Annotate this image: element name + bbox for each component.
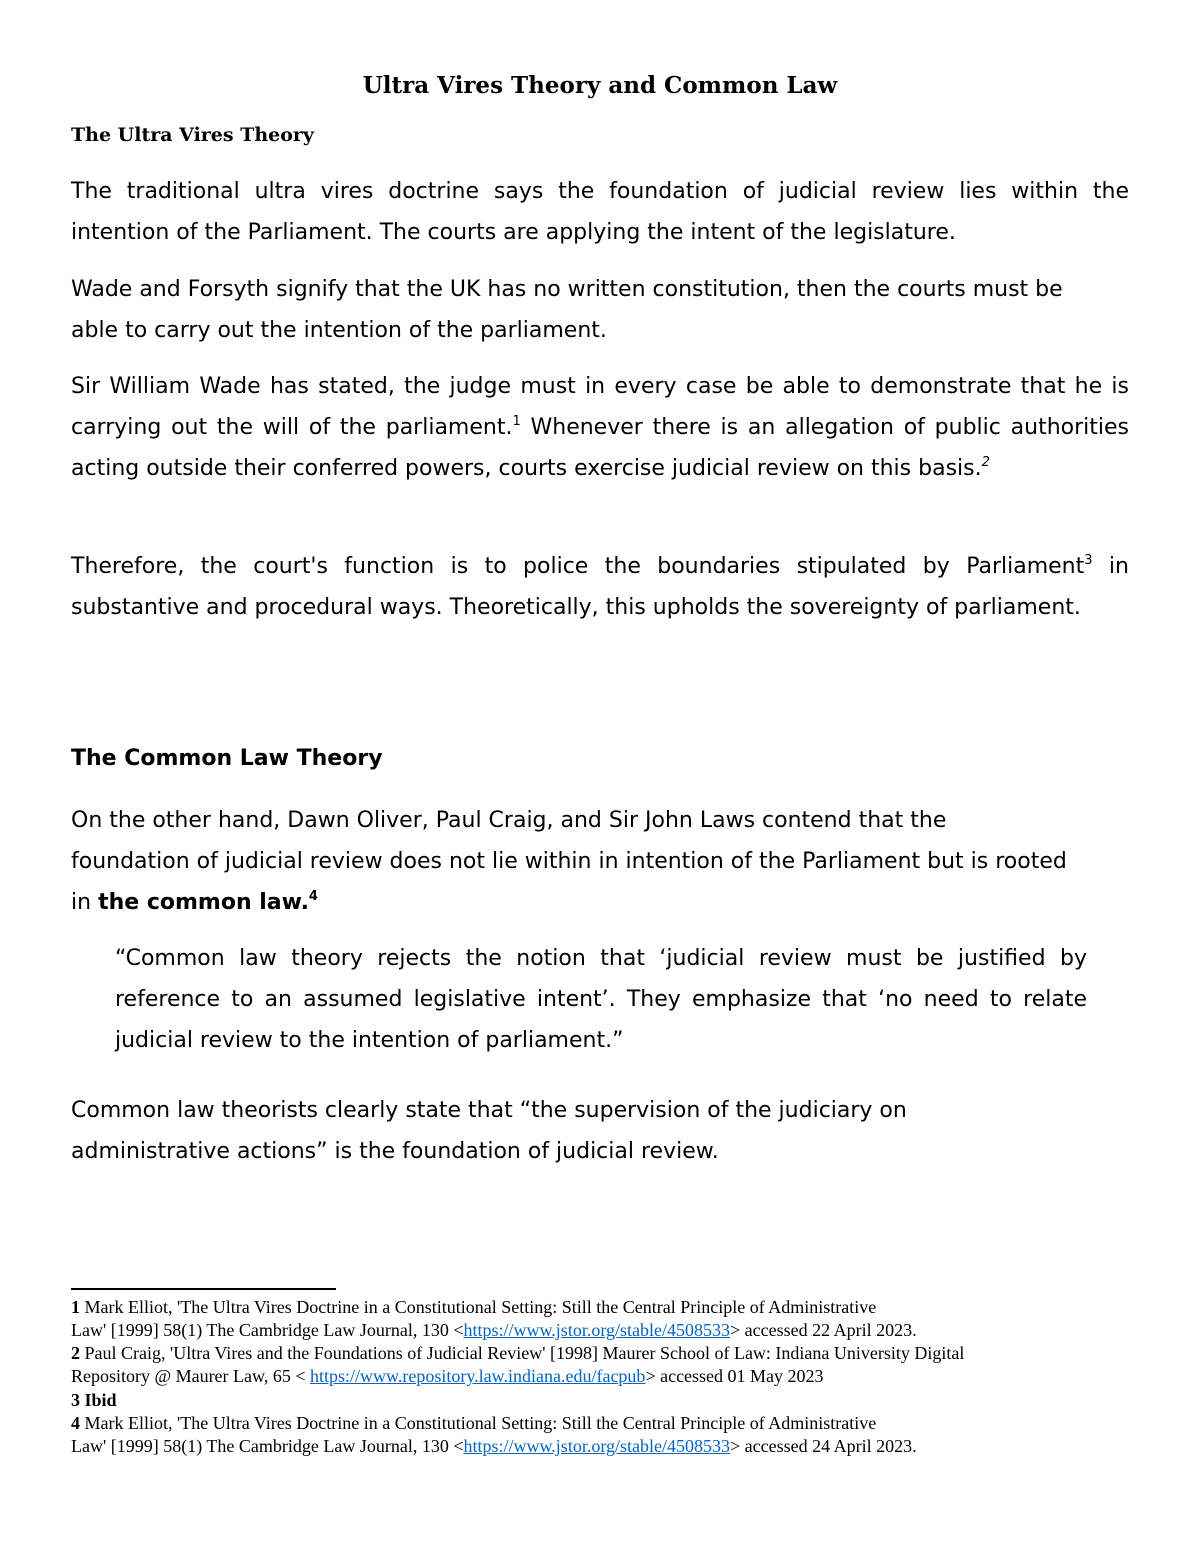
footnote-ref-4[interactable]: 4: [308, 889, 318, 904]
paragraph-common-law-theorists: Common law theorists clearly state that “the supervision of the judiciary on administrative actions” is the foundation of judicial review.: [71, 1098, 907, 1164]
footnote-2: [71, 1342, 1161, 1388]
footnote-text: Ibid: [80, 1390, 117, 1410]
footnote-number: 3: [71, 1390, 80, 1410]
paragraph-wade-forsyth: Wade and Forsyth signify that the UK has no written constitution, then the courts must be able to carry out the intention of the parliament.: [71, 277, 1063, 343]
paragraph-text: Therefore, the court's function is to police the boundaries stipulated by Parliament: [71, 554, 1085, 579]
footnote-text: Law' [1999] 58(1) The Cambridge Law Journal, 130 <: [71, 1436, 464, 1456]
block-quote: “Common law theory rejects the notion that ‘judicial review must be justified by reference to an assumed legislative intent’. They emphasize that ‘no need to relate judicial review to the intention of parliament.”: [115, 946, 1087, 1053]
bold-text-common-law: the common law.: [98, 890, 309, 915]
paragraph-text: in substantive and procedural ways. Theoretically, this upholds the sovereignty of parliament.: [71, 554, 1129, 620]
paragraph-ultra-vires-intro: The traditional ultra vires doctrine says the foundation of judicial review lies within the intention of the Parliament. The courts are applying the intent of the legislature.: [71, 179, 1129, 245]
footnote-number: 4: [71, 1413, 80, 1433]
footnote-ref-3[interactable]: 3: [1084, 553, 1093, 568]
footnote-text: > accessed 22 April 2023.: [729, 1320, 917, 1340]
footnote-link[interactable]: https://www.repository.law.indiana.edu/facpub: [310, 1366, 646, 1386]
footnote-separator: [71, 1288, 336, 1290]
footnote-4: [71, 1412, 1161, 1458]
footnote-link[interactable]: https://www.jstor.org/stable/4508533: [463, 1320, 730, 1340]
paragraph-text: Whenever there is an allegation of public authorities acting outside their conferred powers, courts exercise judicial review on this basis.: [71, 415, 1129, 481]
paragraph-text: Sir William Wade has stated, the judge must in every case be able to demonstrate that he is carrying out the will of the parliament.: [71, 374, 1129, 440]
footnote-number: 1: [71, 1297, 80, 1317]
paragraph-text: On the other hand, Dawn Oliver, Paul Craig, and Sir John Laws contend that the foundation of judicial review does not lie within in intention of the Parliament but is rooted in: [71, 808, 1067, 915]
footnote-text: Repository @ Maurer Law, 65 <: [71, 1366, 311, 1386]
footnote-ref-2[interactable]: 2: [981, 455, 990, 470]
section-heading-common-law: The Common Law Theory: [71, 746, 383, 771]
footnote-text: Mark Elliot, 'The Ultra Vires Doctrine in a Constitutional Setting: Still the Central Principle of Administrative: [80, 1413, 877, 1433]
paragraph-sir-william-wade: [71, 366, 1129, 489]
paragraph-common-law-intro: [71, 800, 1071, 923]
footnote-text: > accessed 24 April 2023.: [729, 1436, 917, 1456]
section-heading-ultra-vires: The Ultra Vires Theory: [71, 124, 314, 146]
document-title: Ultra Vires Theory and Common Law: [362, 72, 838, 99]
footnote-text: Law' [1999] 58(1) The Cambridge Law Journal, 130 <: [71, 1320, 464, 1340]
footnote-text: > accessed 01 May 2023: [645, 1366, 824, 1386]
footnote-link[interactable]: https://www.jstor.org/stable/4508533: [463, 1436, 730, 1456]
footnote-text: Mark Elliot, 'The Ultra Vires Doctrine in a Constitutional Setting: Still the Central Principle of Administrative: [80, 1297, 877, 1317]
footnote-1: [71, 1296, 1161, 1342]
footnote-text: Paul Craig, 'Ultra Vires and the Foundations of Judicial Review' [1998] Maurer School of Law: Indiana University Digital: [80, 1343, 965, 1363]
footnote-3: [71, 1389, 1161, 1412]
paragraph-court-function: [71, 546, 1129, 628]
footnote-number: 2: [71, 1343, 80, 1363]
footnote-ref-1[interactable]: 1: [512, 414, 521, 429]
